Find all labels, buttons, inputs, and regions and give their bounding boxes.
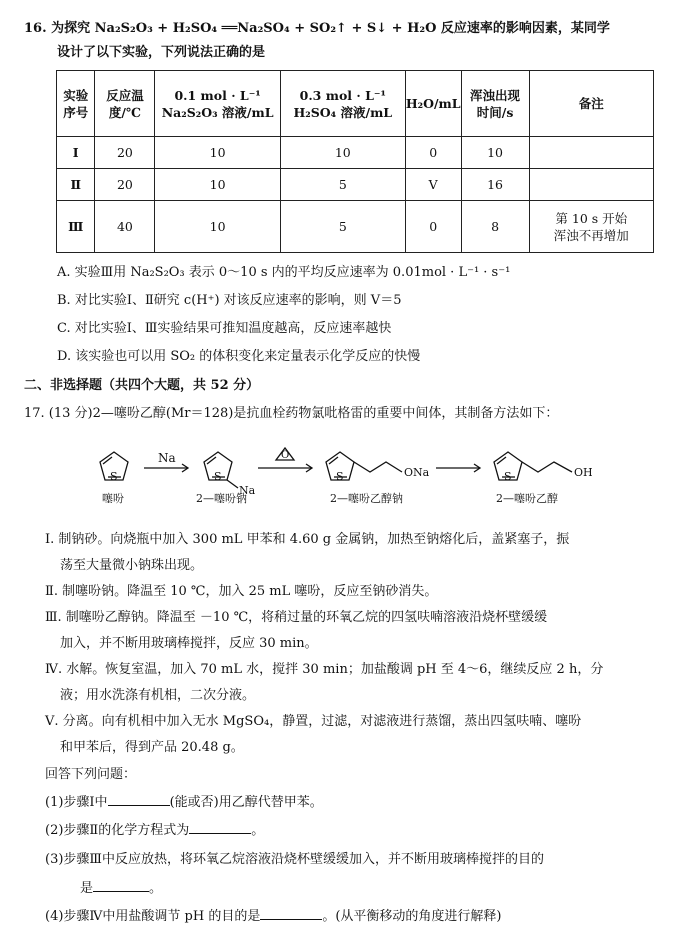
group-oh: OH [574, 466, 593, 479]
table-cell: 10 [461, 137, 529, 169]
table-cell: 5 [280, 169, 405, 201]
table-cell: 10 [280, 137, 405, 169]
header-line: 序号 [63, 104, 89, 120]
label-thiophene-ethanol: 2—噻吩乙醇 [496, 492, 558, 505]
cell-line: 浑浊不再增加 [553, 227, 629, 243]
header-line: 0.1 mol · L⁻¹ [174, 87, 261, 103]
question-text: (4)步骤Ⅳ中用盐酸调节 pH 的目的是 [45, 909, 261, 924]
atom-o: O [281, 450, 290, 461]
table-row [57, 201, 654, 253]
question-text: (2)步骤Ⅱ的化学方程式为 [45, 823, 190, 838]
step-3-line2: 加入，并不断用玻璃棒搅拌，反应 30 min。 [60, 636, 318, 651]
experiment-table [56, 70, 654, 253]
question-text: 。 [149, 881, 163, 896]
table-header-cell [405, 71, 461, 137]
table-cell: 20 [95, 169, 155, 201]
table-header-cell [280, 71, 405, 137]
atom-s: S [214, 470, 222, 483]
table-row [57, 169, 654, 201]
table-header-cell [529, 71, 653, 137]
label-thiophene-ethoxide: 2—噻吩乙醇钠 [330, 492, 403, 505]
header-line: H₂SO₄ 溶液/mL [293, 104, 393, 120]
group-ona: ONa [404, 466, 430, 479]
table-cell: 10 [155, 169, 280, 201]
q16-option-a: A. 实验Ⅲ用 Na₂S₂O₃ 表示 0～10 s 内的平均反应速率为 0.01mol · L⁻¹ · s⁻¹ [57, 265, 511, 280]
table-header-cell [95, 71, 155, 137]
step-4-line2: 液；用水洗涤有机相，二次分液。 [60, 688, 256, 703]
table-cell [529, 137, 653, 169]
header-line: 度/℃ [108, 104, 141, 120]
q16-stem-line1: 16. 为探究 Na₂S₂O₃ + H₂SO₄ ══Na₂SO₄ + SO₂↑ + S↓ + H₂O 反应速率的影响因素，某同学 [24, 21, 610, 36]
table-cell: 0 [405, 137, 461, 169]
table-header-cell [155, 71, 280, 137]
answer-blank[interactable] [93, 879, 149, 892]
header-line: 时间/s [476, 104, 514, 120]
header-line: 0.3 mol · L⁻¹ [299, 87, 386, 103]
table-cell: Ⅱ [57, 169, 95, 201]
q16-option-d: D. 该实验也可以用 SO₂ 的体积变化来定量表示化学反应的快慢 [57, 349, 421, 364]
table-cell: 16 [461, 169, 529, 201]
atom-s: S [504, 470, 512, 483]
table-cell: 10 [155, 201, 280, 253]
question-text: (1)步骤Ⅰ中 [45, 795, 108, 810]
cell-line: 第 10 s 开始 [555, 210, 628, 226]
q16-option-c: C. 对比实验Ⅰ、Ⅲ实验结果可推知温度越高，反应速率越快 [57, 321, 392, 336]
answer-prompt: 回答下列问题： [45, 767, 137, 782]
table-cell: 5 [280, 201, 405, 253]
table-cell: V [405, 169, 461, 201]
question-2 [45, 821, 264, 840]
step-2: Ⅱ. 制噻吩钠。降温至 10 ℃，加入 25 mL 噻吩，反应至钠砂消失。 [45, 584, 438, 599]
header-line: Na₂S₂O₃ 溶液/mL [161, 104, 274, 120]
question-text: 。 [251, 823, 265, 838]
table-cell [529, 169, 653, 201]
q16-stem-line2: 设计了以下实验，下列说法正确的是 [57, 45, 266, 60]
step-1-line1: Ⅰ. 制钠砂。向烧瓶中加入 300 mL 甲苯和 4.60 g 金属钠，加热至钠熔化后，盖紧塞子，振 [45, 532, 570, 547]
table-cell [529, 201, 653, 253]
label-thiophene-sodium: 2—噻吩钠 [196, 492, 247, 505]
table-cell: 40 [95, 201, 155, 253]
synthesis-scheme [80, 440, 640, 518]
question-3-line2 [80, 879, 162, 898]
q16-option-b: B. 对比实验Ⅰ、Ⅱ研究 c(H⁺) 对该反应速率的影响，则 V＝5 [57, 293, 402, 308]
question-text: 是 [80, 881, 94, 896]
step-3-line1: Ⅲ. 制噻吩乙醇钠。降温至 －10 ℃，将稍过量的环氧乙烷的四氢呋喃溶液沿烧杯壁缓缓 [45, 610, 548, 625]
header-line: 备注 [578, 96, 604, 111]
table-cell: Ⅰ [57, 137, 95, 169]
table-cell: 20 [95, 137, 155, 169]
question-4 [45, 907, 501, 926]
section-heading: 二、非选择题（共四个大题，共 52 分） [24, 378, 260, 393]
table-row [57, 137, 654, 169]
table-cell: Ⅲ [57, 201, 95, 253]
table-cell: 8 [461, 201, 529, 253]
question-1 [45, 793, 323, 812]
atom-na: Na [239, 484, 256, 497]
step-5-line1: Ⅴ. 分离。向有机相中加入无水 MgSO₄，静置，过滤，对滤液进行蒸馏，蒸出四氢呋喃、噻吩 [45, 714, 582, 729]
step-5-line2: 和甲苯后，得到产品 20.48 g。 [60, 740, 244, 755]
answer-blank[interactable] [189, 821, 251, 834]
header-line: 浑浊出现 [470, 87, 521, 103]
answer-blank[interactable] [108, 793, 170, 806]
atom-s: S [336, 470, 344, 483]
atom-s: S [110, 470, 118, 483]
question-text: 。(从平衡移动的角度进行解释) [322, 909, 502, 924]
table-cell: 10 [155, 137, 280, 169]
header-line: H₂O/mL [405, 96, 461, 111]
label-thiophene: 噻吩 [102, 492, 124, 505]
table-header-cell [461, 71, 529, 137]
answer-blank[interactable] [260, 907, 322, 920]
header-line: 实验 [63, 87, 89, 103]
table-header-cell [57, 71, 95, 137]
q17-stem: 17. (13 分)2—噻吩乙醇(Mr＝128)是抗血栓药物氯吡格雷的重要中间体，其制备方法如下： [24, 406, 559, 421]
reagent-na: Na [158, 451, 176, 465]
step-4-line1: Ⅳ. 水解。恢复室温，加入 70 mL 水，搅拌 30 min；加盐酸调 pH 至 4～6，继续反应 2 h，分 [45, 662, 604, 677]
table-cell: 0 [405, 201, 461, 253]
step-1-line2: 荡至大量微小钠珠出现。 [60, 558, 204, 573]
question-text: (能或否)用乙醇代替甲苯。 [169, 795, 323, 810]
question-3-line1: (3)步骤Ⅲ中反应放热，将环氧乙烷溶液沿烧杯壁缓缓加入，并不断用玻璃棒搅拌的目的 [45, 852, 544, 867]
header-line: 反应温 [106, 87, 144, 103]
